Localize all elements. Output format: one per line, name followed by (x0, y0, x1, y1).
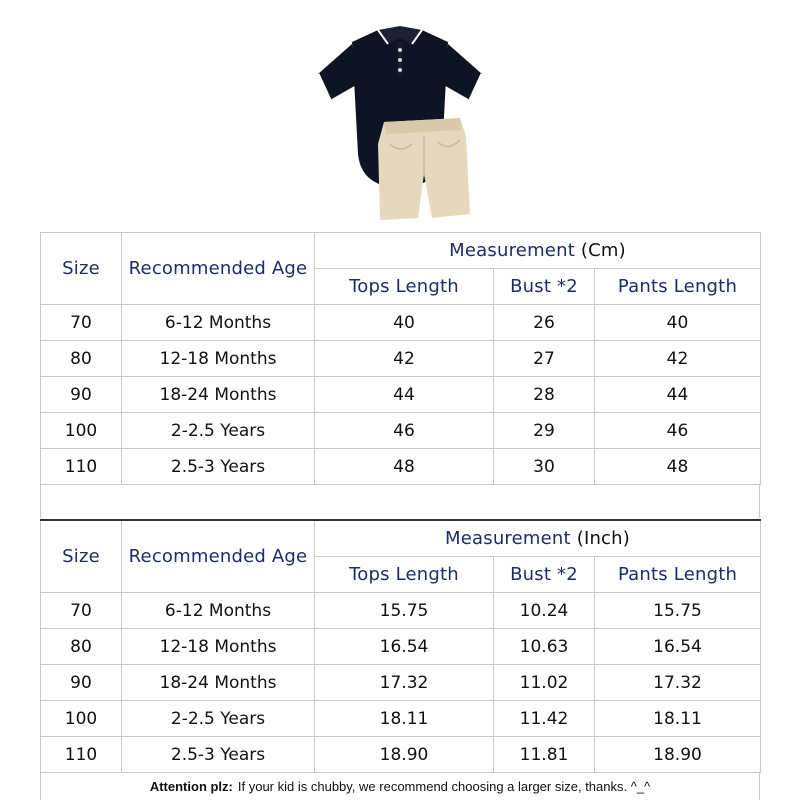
tops-length-cell: 18.90 (315, 737, 494, 773)
recommended-age-header: Recommended Age (122, 520, 315, 593)
age-cell: 12-18 Months (122, 341, 315, 377)
table-row (41, 377, 761, 413)
measurement-label: Measurement (445, 528, 571, 549)
bust-cell: 10.24 (494, 593, 595, 629)
table-spacer (40, 484, 760, 518)
measurement-header (315, 520, 761, 557)
table-row (41, 449, 761, 485)
recommended-age-header: Recommended Age (122, 233, 315, 305)
tops-length-header: Tops Length (315, 557, 494, 593)
size-header: Size (41, 233, 122, 305)
table-row (41, 629, 761, 665)
bust-header: Bust *2 (494, 557, 595, 593)
tops-length-cell: 18.11 (315, 701, 494, 737)
bust-cell: 26 (494, 305, 595, 341)
table-row (41, 305, 761, 341)
bust-cell: 11.42 (494, 701, 595, 737)
size-cell: 80 (41, 341, 122, 377)
tops-length-cell: 17.32 (315, 665, 494, 701)
table-row (41, 665, 761, 701)
age-cell: 18-24 Months (122, 377, 315, 413)
pants-length-cell: 42 (595, 341, 761, 377)
table-row (41, 701, 761, 737)
bust-cell: 11.81 (494, 737, 595, 773)
measurement-header (315, 233, 761, 269)
attention-text: If your kid is chubby, we recommend choosing a larger size, thanks. ^_^ (237, 779, 651, 794)
pants-length-header: Pants Length (595, 557, 761, 593)
measurement-unit: (Inch) (576, 528, 630, 549)
pants-length-cell: 15.75 (595, 593, 761, 629)
pants-length-cell: 16.54 (595, 629, 761, 665)
pants-length-cell: 44 (595, 377, 761, 413)
tops-length-cell: 46 (315, 413, 494, 449)
pants-length-cell: 17.32 (595, 665, 761, 701)
size-cell: 70 (41, 593, 122, 629)
attention-label: Attention plz: (149, 779, 233, 794)
tops-length-cell: 16.54 (315, 629, 494, 665)
size-cell: 100 (41, 413, 122, 449)
shorts-icon (378, 118, 470, 220)
age-cell: 6-12 Months (122, 305, 315, 341)
table-row (41, 341, 761, 377)
size-cell: 80 (41, 629, 122, 665)
bust-cell: 11.02 (494, 665, 595, 701)
age-cell: 12-18 Months (122, 629, 315, 665)
table-row (41, 413, 761, 449)
tops-length-header: Tops Length (315, 269, 494, 305)
size-cell: 110 (41, 737, 122, 773)
pants-length-cell: 46 (595, 413, 761, 449)
age-cell: 2.5-3 Years (122, 449, 315, 485)
bust-header: Bust *2 (494, 269, 595, 305)
product-image (300, 4, 500, 226)
bust-cell: 30 (494, 449, 595, 485)
size-cell: 110 (41, 449, 122, 485)
pants-length-cell: 40 (595, 305, 761, 341)
tops-length-cell: 48 (315, 449, 494, 485)
tops-length-cell: 44 (315, 377, 494, 413)
age-cell: 2-2.5 Years (122, 701, 315, 737)
size-cell: 90 (41, 377, 122, 413)
age-cell: 2-2.5 Years (122, 413, 315, 449)
table-row (41, 737, 761, 773)
measurement-label: Measurement (449, 240, 575, 261)
pants-length-cell: 48 (595, 449, 761, 485)
bust-cell: 10.63 (494, 629, 595, 665)
size-table-inch (40, 519, 761, 773)
measurement-unit: (Cm) (580, 240, 626, 261)
pants-length-header: Pants Length (595, 269, 761, 305)
size-header: Size (41, 520, 122, 593)
pants-length-cell: 18.90 (595, 737, 761, 773)
age-cell: 2.5-3 Years (122, 737, 315, 773)
age-cell: 18-24 Months (122, 665, 315, 701)
bust-cell: 29 (494, 413, 595, 449)
bust-cell: 28 (494, 377, 595, 413)
bust-cell: 27 (494, 341, 595, 377)
tops-length-cell: 42 (315, 341, 494, 377)
age-cell: 6-12 Months (122, 593, 315, 629)
tops-length-cell: 40 (315, 305, 494, 341)
table-row (41, 593, 761, 629)
size-cell: 70 (41, 305, 122, 341)
tops-length-cell: 15.75 (315, 593, 494, 629)
size-table-cm (40, 232, 761, 485)
size-cell: 100 (41, 701, 122, 737)
pants-length-cell: 18.11 (595, 701, 761, 737)
size-cell: 90 (41, 665, 122, 701)
attention-note (40, 772, 760, 800)
